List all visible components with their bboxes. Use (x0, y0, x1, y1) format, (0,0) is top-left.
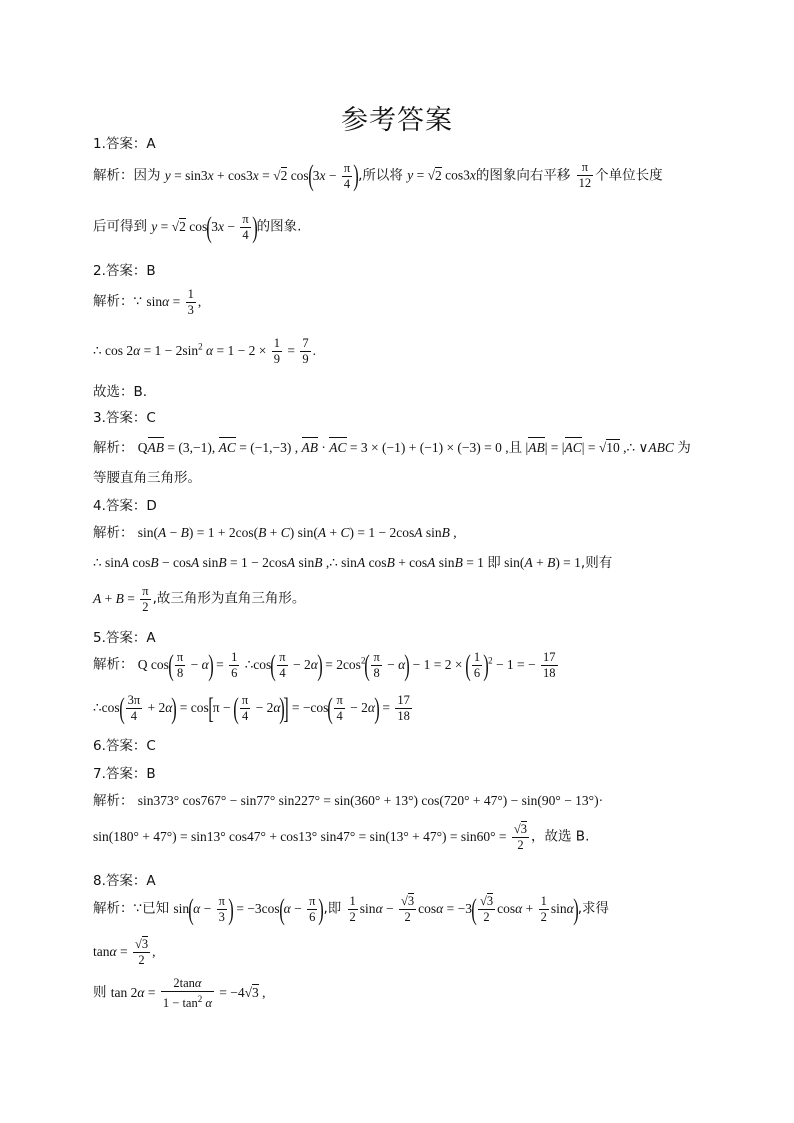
q4-solution-line2: ∴ sinA cosB − cosA sinB = 1 − 2cosA sinB ,∴ sinA cosB + cosA sinB = 1 即 sin(A + B) = 1,则有 (93, 555, 613, 571)
q5-answer: 5.答案：A (93, 630, 156, 646)
q7-answer: 7.答案：B (93, 766, 156, 782)
q2-answer: 2.答案：B (93, 263, 156, 279)
q3-solution-line1: 解析： QAB = (3,−1), AC = (−1,−3) , AB · AC = 3 × (−1) + (−1) × (−3) = 0 ,且 |AB| = |AC| = √10 ,∴ ∨ABC 为 (93, 440, 691, 456)
q7-solution-line1: 解析： sin373° cos767° − sin77° sin227° = sin(360° + 13°) cos(720° + 47°) − sin(90° − 13°)· (93, 793, 604, 809)
q4-answer: 4.答案：D (93, 498, 157, 514)
q8-answer: 8.答案：A (93, 873, 156, 889)
q4-solution-line3: A + B = $\frac{\pi}{2}$ ,故三角形为直角三角形。 (93, 584, 306, 614)
q2-solution-line1: 解析：∵ sinα = $\frac{1}{3}$ , (93, 287, 202, 317)
q2-solution-line2: ∴ $\cos 2\alpha = 1 - 2\sin^2$ α = 1 − 2 × $\frac{1}{9}$ = $\frac{7}{9}$ . (93, 336, 316, 366)
q1-answer: 1.答案：A (93, 136, 156, 152)
q5-solution-line1: 解析： Q cos( $\frac{\pi}{8}$ − α) = $\frac{1}{6}$ ∴cos( $\frac{\pi}{4}$ − $2\alpha) = 2\cos^2$( $\frac{\pi}{8}$ − α) − 1 = 2 × ( $\frac{1}{6}$ )$^2$ − 1 = − $\frac{17}{18}$ (93, 648, 556, 682)
q4-solution-line1: 解析： sin(A − B) = 1 + 2cos(B + C) sin(A + C) = 1 − 2cosA sinB , (93, 525, 457, 541)
q8-solution-line2: tanα = $\frac{√3}{2}$ , (93, 937, 156, 967)
q8-solution-line3: 则 tan 2α = $\frac{2\tan\alpha}{1 - \tan^2 \alpha}$ = −4√3 , (93, 976, 266, 1011)
q1-solution-line1: 解析：因为 y = sin3x + cos3x = √2 cos(3x − $\frac{\pi}{4}$ ),所以将 y = √2 cos3x的图象向右平移 $\frac{\pi}{12}$ 个单位长度 (93, 159, 663, 193)
q7-solution-line2: sin(180° + 47°) = sin13° cos47° + cos13° sin47° = sin(13° + 47°) = sin60° = $\frac{√3}{2}$ ，故选 B. (93, 822, 590, 852)
q6-answer: 6.答案：C (93, 738, 156, 754)
q2-conclusion: 故选：B. (93, 384, 148, 400)
page-title: 参考答案 (341, 105, 453, 136)
q8-solution-line1: 解析：∵已知 sin(α − $\frac{\pi}{3}$ ) = −3cos(α − $\frac{\pi}{6}$ ),即 $\frac{1}{2}$ sinα − $\frac{√3}{2}$ cosα = −3( $\frac{√3}{2}$ cosα + $\frac{1}{2}$ sinα),求得 (93, 892, 609, 926)
q3-solution-line2: 等腰直角三角形。 (93, 470, 201, 486)
q5-solution-line2: ∴cos( $\frac{3\pi}{4}$ + 2α) = cos[π − ( $\frac{\pi}{4}$ − 2α)] = −cos( $\frac{\pi}{4}$ − 2α) = $\frac{17}{18}$ (93, 691, 410, 725)
q1-solution-line2: 后可得到 y = √2 cos(3x − $\frac{\pi}{4}$ )的图象. (93, 210, 302, 244)
q3-answer: 3.答案：C (93, 410, 156, 426)
